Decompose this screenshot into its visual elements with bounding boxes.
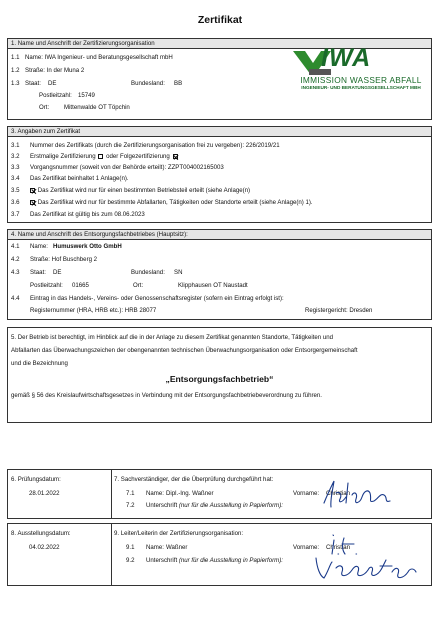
expert-header: 7. Sachverständiger, der die Überprüfung durchgeführt hat: [114,476,274,483]
head-name-label: Name: [146,544,164,551]
org-state-label: Staat: [25,80,41,87]
partial-operation-checkbox [30,188,35,193]
follow-certification-checkbox [173,154,178,159]
company-bundesland: SN [174,269,183,276]
expert-firstname: Christian [326,490,351,497]
row-4-4-num: 4.4 [11,295,20,302]
company-street: Straße: Hof Buschberg 2 [30,256,98,263]
partial-operation: Das Zertifikat wird nur für einen bestimmten Betriebsteil erteilt (siehe Anlage(n) [29,188,250,194]
section-5 [7,327,432,423]
company-plz: 01665 [72,282,89,289]
section-1 [7,38,432,120]
row-1-1-num: 1.1 [11,54,20,61]
row-4-2-num: 4.2 [11,256,20,263]
entsorgungsfachbetrieb-title: „Entsorgungsfachbetrieb“ [165,374,274,384]
row-3-6-num: 3.6 [11,199,20,206]
expert-name-label: Name: [146,490,164,497]
org-plz: 15749 [78,92,95,99]
certification-type [30,154,179,160]
valid-until: Das Zertifikat ist gültig bis zum 08.06.2023 [30,211,145,218]
row-9-1-num: 9.1 [126,544,135,551]
row-4-1-num: 4.1 [11,243,20,250]
row-1-2-num: 1.2 [11,67,20,74]
company-state-label: Staat: [30,269,46,276]
follow-certification-label: oder Folgezertifizierung [106,153,170,160]
attachments-count: Das Zertifikat beinhaltet 1 Anlage(n). [30,175,129,182]
org-ort-label: Ort: [39,104,50,111]
section-5-line-1: 5. Der Betrieb ist berechtigt, im Hinblick auf die in der Anlage zu diesem Zertifikat genannten Standorte, Tätigkeiten und [11,334,334,341]
logo-word: IWA [321,44,372,72]
company-ort: Klipphausen OT Naustadt [178,282,248,289]
register-entry: Eintrag in das Handels-, Vereins- oder Genossenschaftsregister (sofern ein Eintrag erfolgt ist): [30,295,284,302]
head-signature-label: Unterschrift (nur für die Ausstellung in Papierform): [146,557,283,564]
logo-line-1: IMMISSION WASSER ABFALL [300,75,422,85]
specific-waste-types: Das Zertifikat wird nur für bestimmte Abfallarten, Tätigkeiten oder Standorte erteilt (siehe Anlage(n) 1). [29,200,313,206]
org-bundesland: BB [174,80,183,87]
head-signature [312,532,424,585]
row-3-2-num: 3.2 [11,153,20,160]
row-7-1-num: 7.1 [126,490,135,497]
company-ort-label: Ort: [133,282,144,289]
org-plz-label: Postleitzahl: [39,92,72,99]
section-3-header: 3. Angaben zum Zertifikat [8,127,431,137]
procedure-number: Vorgangsnummer (soweit von der Behörde erteilt): ZZPT004002165003 [30,164,224,171]
org-bundesland-label: Bundesland: [131,80,165,87]
certificate-number: Nummer des Zertifikats (durch die Zertifizierungsorganisation frei zu vergeben): 226/2019/21 [30,142,280,149]
head-name: Waßner [166,544,188,551]
company-plz-label: Postleitzahl: [30,282,63,289]
inspection-date-label: 6. Prüfungsdatum: [11,476,61,483]
row-4-3-num: 4.3 [11,269,20,276]
specific-waste-checkbox [30,200,35,205]
company-name-label: Name: [30,243,48,250]
company-state: DE [53,269,62,276]
page-title: Zertifikat [197,14,243,26]
section-8-9 [7,523,432,586]
logo-line-2: INGENIEUR- UND BERATUNGSGESELLSCHAFT MBH [301,85,421,90]
row-3-1-num: 3.1 [11,142,20,149]
section-5-line-4: gemäß § 56 des Kreislaufwirtschaftsgesetzes in Verbindung mit der Entsorgungsfachbetriebeverordnung zu führen. [11,392,322,399]
org-name: Name: IWA Ingenieur- und Beratungsgesellschaft mbH [25,54,173,61]
head-header: 9. Leiter/Leiterin der Zertifizierungsorganisation: [114,530,244,537]
row-3-4-num: 3.4 [11,175,20,182]
expert-signature [318,473,398,517]
section-4-header: 4. Name und Anschrift des Entsorgungsfachbetriebes (Hauptsitz): [8,230,431,240]
expert-name: Dipl.-Ing. Waßner [166,490,214,497]
row-1-3-num: 1.3 [11,80,20,87]
section-4 [7,229,432,320]
org-state: DE [48,80,57,87]
section-3 [7,126,432,223]
row-3-5-num: 3.5 [11,187,20,194]
first-certification-label: Erstmalige Zertifizierung [30,153,96,160]
expert-signature-label: Unterschrift (nur für die Ausstellung in Papierform): [146,502,283,509]
register-court: Registergericht: Dresden [305,307,373,314]
expert-firstname-label: Vorname: [293,490,320,497]
issue-date: 04.02.2022 [29,544,60,551]
section-5-line-3: und die Bezeichnung [11,360,68,367]
section-1-header: 1. Name und Anschrift der Zertifizierungsorganisation [8,39,431,49]
head-firstname-label: Vorname: [293,544,320,551]
company-bundesland-label: Bundesland: [131,269,165,276]
row-3-3-num: 3.3 [11,164,20,171]
section-5-line-2: Abfallarten das Überwachungszeichen der obengenannten technischen Überwachungsorganisation oder Entsorgergemeinschaft [11,347,358,354]
iwa-logo [291,45,431,95]
org-street: Straße: In der Muna 2 [25,67,85,74]
row-3-7-num: 3.7 [11,211,20,218]
register-number: Registernummer (HRA, HRB etc.): HRB 28077 [30,307,157,314]
row-7-2-num: 7.2 [126,502,135,509]
head-firstname: Christian [326,544,351,551]
row-9-2-num: 9.2 [126,557,135,564]
issue-date-label: 8. Ausstellungsdatum: [11,530,71,537]
company-name: Humuswerk Otto GmbH [53,243,122,250]
inspection-date: 28.01.2022 [29,490,60,497]
org-ort: Mittenwalde OT Töpchin [64,104,130,111]
section-6-7 [7,469,432,519]
first-certification-checkbox [98,154,103,159]
